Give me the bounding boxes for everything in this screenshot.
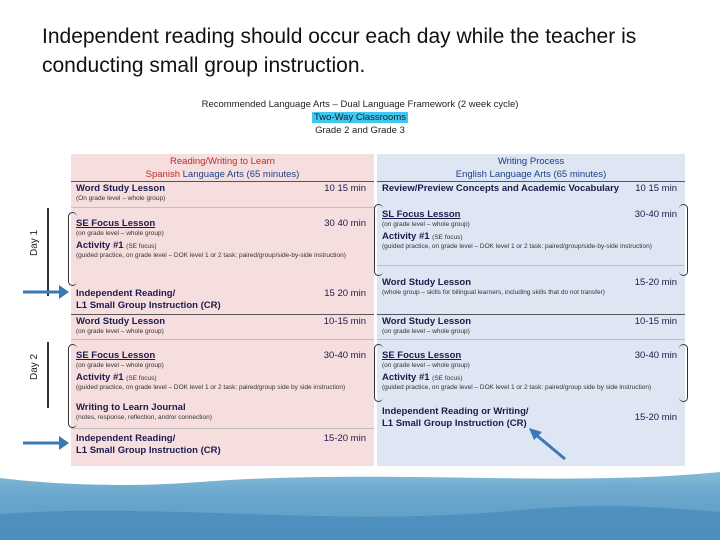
slide-title: Independent reading should occur each day while the teacher is conducting small group instruction. — [42, 25, 637, 77]
left-column-subheading — [71, 169, 374, 181]
row-title: SE Focus Lesson — [76, 350, 156, 361]
row-title-2: L1 Small Group Instruction (CR) — [76, 300, 221, 311]
row-title-2: L1 Small Group Instruction (CR) — [382, 418, 527, 429]
left-lang-label: Spanish — [145, 169, 180, 180]
left-d2-journal — [76, 402, 370, 423]
row-note: (on grade level – whole group) — [76, 328, 164, 335]
row-tag: (SE focus) — [432, 375, 463, 382]
left-column — [71, 154, 374, 468]
right-d2-activity — [382, 372, 681, 393]
header-line-2 — [7, 111, 713, 124]
right-column-subheading — [377, 169, 685, 181]
row-time: 15-20 min — [634, 277, 677, 288]
left-d1-word-study — [76, 183, 370, 204]
row-title: SE Focus Lesson — [382, 350, 462, 361]
wave-decoration — [0, 466, 720, 540]
row-title: Review/Preview Concepts and Academic Vocabulary — [382, 183, 620, 194]
right-lang-label: English — [455, 169, 487, 180]
row-note: (on grade level – whole group) — [382, 221, 470, 228]
row-title: Word Study Lesson — [76, 183, 166, 194]
decorative-bottom-band — [0, 466, 720, 540]
row-time: 15-20 min — [634, 412, 677, 423]
row-title: Activity #1 — [76, 240, 124, 251]
row-title: Word Study Lesson — [382, 277, 472, 288]
row-time: 30-40 min — [323, 350, 366, 361]
left-d1-activity — [76, 240, 370, 261]
divider — [377, 181, 685, 182]
divider — [71, 339, 374, 340]
row-time: 10-15 min — [634, 316, 677, 327]
right-column-heading: Writing Process — [497, 156, 565, 167]
left-duration-label: Language Arts (65 minutes) — [179, 169, 300, 180]
left-d2-bracket — [68, 344, 77, 428]
row-title: Writing to Learn Journal — [76, 402, 186, 413]
row-time: 15-20 min — [323, 433, 366, 444]
left-d1-independent — [76, 288, 370, 312]
row-title: Independent Reading or Writing/ — [382, 406, 529, 417]
day-divider — [71, 314, 374, 315]
row-title: Independent Reading/ — [76, 433, 176, 444]
row-note: (notes, response, reflection, and/or connection) — [76, 414, 212, 421]
divider — [377, 339, 685, 340]
row-time: 15 20 min — [324, 288, 366, 299]
left-d2-se-focus — [76, 350, 370, 371]
day-divider — [377, 314, 685, 315]
right-d2-bracket-end — [679, 344, 688, 402]
row-note: (guided practice, on grade level – DOK level 1 or 2 task: paired/group/side-by-side instruction) — [76, 252, 346, 259]
row-time: 10 15 min — [324, 183, 366, 194]
row-title: Word Study Lesson — [76, 316, 166, 327]
right-duration-label: Language Arts (65 minutes) — [486, 169, 607, 180]
right-d1-sl-focus — [382, 209, 681, 230]
right-d1-activity — [382, 231, 681, 252]
row-time: 10-15 min — [323, 316, 366, 327]
arrow-right-icon — [21, 282, 71, 302]
header-line-3: Grade 2 and Grade 3 — [315, 125, 405, 136]
left-d1-bracket — [68, 212, 77, 286]
row-title-2: L1 Small Group Instruction (CR) — [76, 445, 221, 456]
left-d2-independent — [76, 433, 370, 457]
right-d1-bracket-end — [679, 204, 688, 276]
divider — [377, 265, 685, 266]
row-tag: (SE focus) — [432, 234, 463, 241]
right-d2-se-focus — [382, 350, 681, 371]
row-note: (guided practice, on grade level – DOK level 1 or 2 task: paired/group/side-by-side instruction) — [382, 243, 652, 250]
right-d2-word-study — [382, 316, 681, 337]
left-d2-word-study — [76, 316, 370, 337]
row-tag: (SE focus) — [126, 375, 157, 382]
day-1-label: Day 1 — [29, 229, 40, 256]
row-tag: (SE focus) — [126, 243, 157, 250]
row-note: (guided practice, on grade level – DOK level 1 or 2 task: paired/group side by side instruction) — [76, 384, 346, 391]
framework-document — [7, 92, 713, 468]
row-title: Word Study Lesson — [382, 316, 472, 327]
row-time: 30 40 min — [324, 218, 366, 229]
row-note: (on grade level – whole group) — [382, 362, 470, 369]
arrow-right-icon — [21, 433, 71, 453]
row-time: 30-40 min — [634, 350, 677, 361]
row-note: (on grade level – whole group) — [382, 328, 470, 335]
row-note: (on grade level – whole group) — [76, 230, 164, 237]
row-note: (whole group – skills for bilingual learners, including skills that do not transfer) — [382, 289, 605, 296]
row-note: (On grade level – whole group) — [76, 195, 166, 202]
row-title: SL Focus Lesson — [382, 209, 461, 220]
right-d1-review — [382, 183, 681, 195]
row-time: 10 15 min — [635, 183, 677, 194]
header-line-1: Recommended Language Arts – Dual Language Framework (2 week cycle) — [201, 99, 519, 110]
row-title: SE Focus Lesson — [76, 218, 156, 229]
divider — [71, 207, 374, 208]
row-note: (on grade level – whole group) — [76, 362, 164, 369]
right-d1-bracket — [374, 204, 383, 276]
left-column-heading: Reading/Writing to Learn — [170, 156, 275, 167]
day-2-label: Day 2 — [29, 353, 40, 380]
row-title: Activity #1 — [76, 372, 124, 383]
row-title: Activity #1 — [382, 372, 430, 383]
right-d1-word-study — [382, 277, 681, 298]
row-note: (guided practice, on grade level – DOK level 1 or 2 task: paired/group side by side instruction) — [382, 384, 652, 391]
row-title: Activity #1 — [382, 231, 430, 242]
left-d2-activity — [76, 372, 370, 393]
document-header — [7, 98, 713, 137]
right-d2-bracket — [374, 344, 383, 402]
divider — [71, 428, 374, 429]
left-d1-se-focus — [76, 218, 370, 239]
divider — [71, 181, 374, 182]
arrow-up-left-icon — [525, 426, 569, 462]
row-time: 30-40 min — [634, 209, 677, 220]
row-title: Independent Reading/ — [76, 288, 176, 299]
header-highlight: Two-Way Classrooms — [313, 112, 407, 123]
right-column — [377, 154, 685, 468]
day-2-divider — [47, 342, 49, 408]
